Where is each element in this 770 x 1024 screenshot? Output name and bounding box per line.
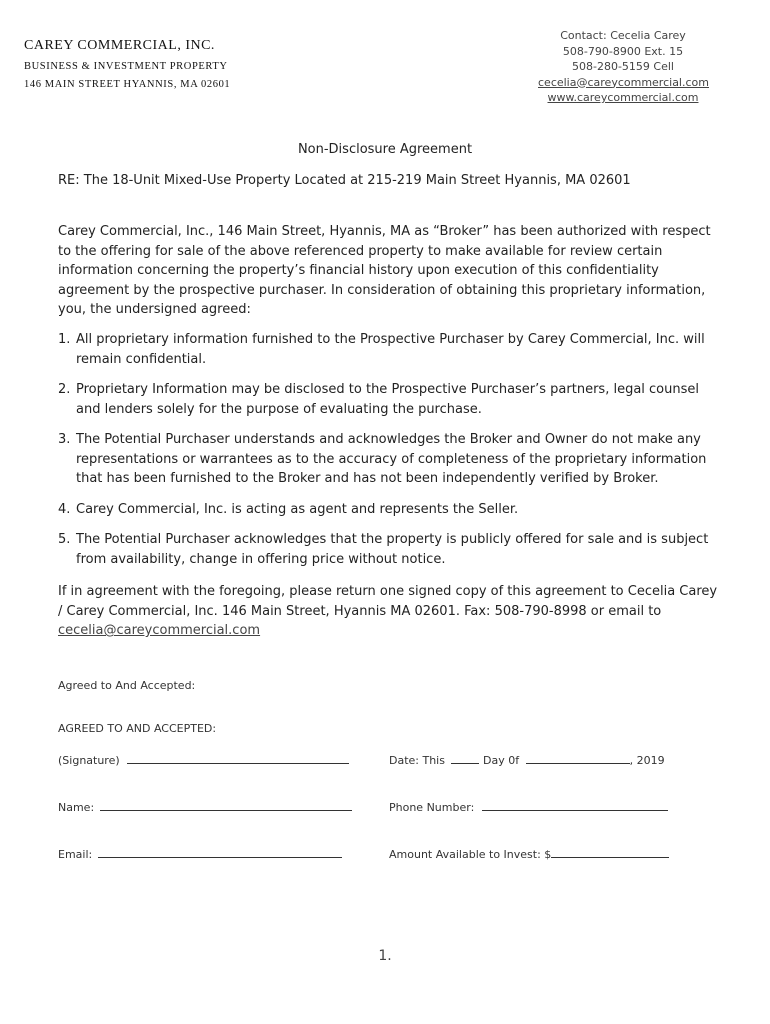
list-item — [58, 330, 718, 369]
item-number: 1. — [58, 332, 71, 347]
agreed-label-small: Agreed to And Accepted: — [58, 679, 196, 692]
phone-field[interactable] — [482, 800, 668, 811]
email-row — [58, 847, 342, 861]
name-field[interactable] — [100, 800, 352, 811]
item-number: 5. — [58, 532, 71, 547]
item-text: Carey Commercial, Inc. is acting as agent and represents the Seller. — [76, 501, 519, 517]
closing-email-link[interactable]: cecelia@careycommercial.com — [58, 623, 261, 638]
item-number: 2. — [58, 382, 71, 397]
contact-website-link[interactable]: www.careycommercial.com — [547, 91, 699, 104]
contact-phone-office: 508-790-8900 Ext. 15 — [562, 44, 684, 58]
name-row — [58, 800, 352, 814]
phone-row — [389, 800, 668, 814]
item-text: All proprietary information furnished to the Prospective Purchaser by Carey Commercial, Inc. will remain confidential. — [76, 332, 705, 367]
company-name: CAREY COMMERCIAL, INC. — [24, 38, 215, 53]
date-label: Date: This — [389, 754, 445, 767]
re-line: RE: The 18-Unit Mixed-Use Property Located at 215-219 Main Street Hyannis, MA 02601 — [58, 173, 631, 188]
email-field[interactable] — [98, 847, 342, 858]
item-text: The Potential Purchaser acknowledges that the property is publicly offered for sale and is subject from availability, change in offering price without notice. — [76, 532, 709, 567]
name-label: Name: — [58, 801, 95, 814]
page-number: 1. — [378, 948, 392, 964]
contact-name: Contact: Cecelia Carey — [560, 29, 686, 42]
contact-phone-cell: 508-280-5159 Cell — [572, 60, 674, 73]
intro-paragraph: Carey Commercial, Inc., 146 Main Street, Hyannis, MA as “Broker” has been authorized with respect to the offering for sale of the above referenced property to make available for review certain information concerning the property’s financial history upon execution of this confidentiality agreement by the prospective purchaser. In consideration of obtaining this proprietary information, you, the undersigned agreed: — [58, 224, 711, 317]
date-row — [389, 753, 665, 767]
list-item — [58, 530, 718, 569]
item-number: 3. — [58, 432, 71, 447]
company-tagline: BUSINESS & INVESTMENT PROPERTY — [24, 61, 228, 72]
contact-email-link[interactable]: cecelia@careycommercial.com — [538, 75, 709, 89]
list-item — [58, 500, 718, 520]
document-title: Non-Disclosure Agreement — [297, 142, 473, 157]
email-label: Email: — [58, 848, 93, 861]
date-day-label: Day 0f — [482, 754, 520, 767]
item-text: Proprietary Information may be disclosed to the Prospective Purchaser’s partners, legal counsel and lenders solely for the purpose of evaluating the purchase. — [76, 382, 699, 417]
item-number: 4. — [58, 501, 71, 517]
list-item — [58, 380, 718, 419]
date-day-field[interactable] — [451, 753, 479, 764]
amount-label: Amount Available to Invest: $ — [389, 848, 552, 861]
agreed-label-caps: AGREED TO AND ACCEPTED: — [58, 722, 217, 735]
signature-label: (Signature) — [58, 754, 120, 767]
terms-list — [58, 330, 718, 580]
signature-field[interactable] — [127, 753, 349, 764]
contact-block — [538, 28, 708, 106]
phone-label: Phone Number: — [389, 801, 475, 814]
item-text: The Potential Purchaser understands and acknowledges the Broker and Owner do not make any representations or warrantees as to the accuracy of completeness of the proprietary information that has been furnished to the Broker and has not been independently verified by Broker. — [76, 432, 707, 486]
date-year: , 2019 — [629, 754, 665, 767]
list-item — [58, 430, 718, 489]
closing-text: If in agreement with the foregoing, please return one signed copy of this agreement to Cecelia Carey / Carey Commercial, Inc. 146 Main Street, Hyannis MA 02601. Fax: 508-790-8998 or email to — [58, 584, 718, 619]
closing-paragraph — [58, 582, 718, 641]
amount-field[interactable] — [551, 847, 669, 858]
amount-row — [389, 847, 669, 861]
date-month-field[interactable] — [526, 753, 630, 764]
company-address: 146 MAIN STREET HYANNIS, MA 02601 — [24, 79, 231, 90]
signature-row — [58, 753, 349, 767]
